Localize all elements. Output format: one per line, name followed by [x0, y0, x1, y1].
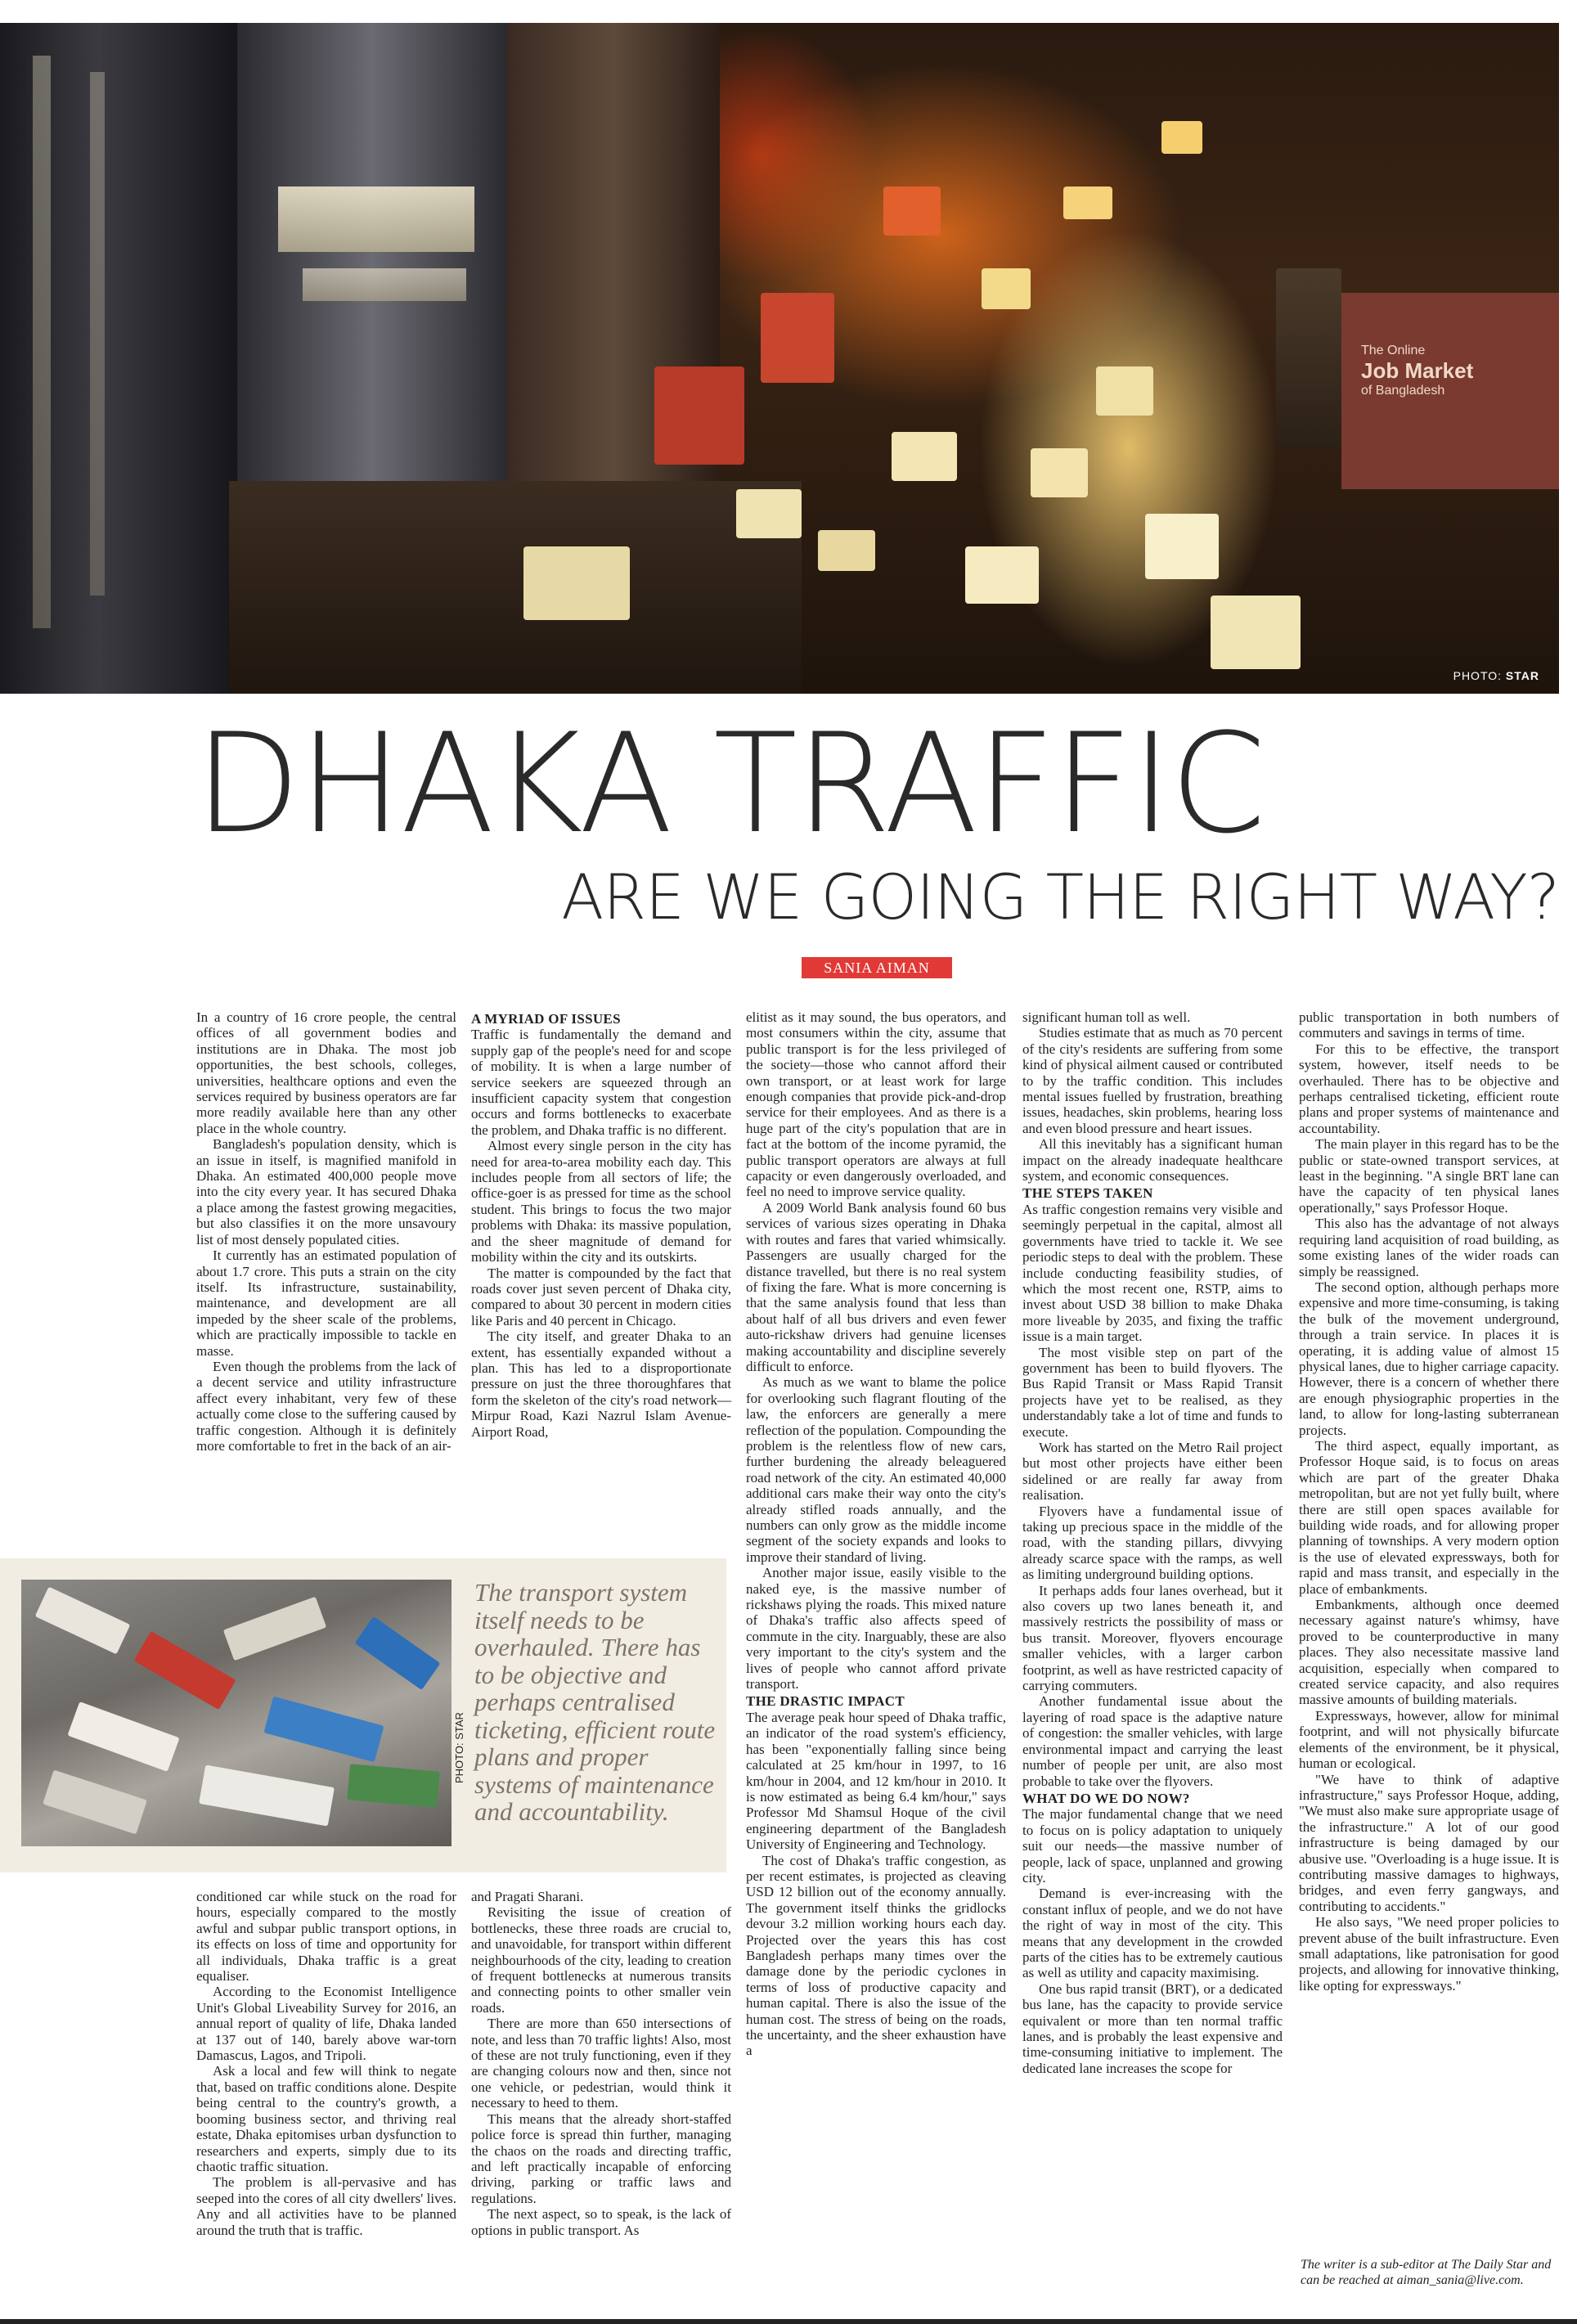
section-heading: A MYRIAD OF ISSUES [471, 1011, 621, 1027]
car [818, 530, 875, 571]
column-2-top [471, 1009, 731, 1440]
paragraph: conditioned car while stuck on the road for hours, especially compared to the mostly awful and subpar public transport options, in its effects on loss of time and opportunity for all individuals, Dhaka traffic is a great equaliser. [196, 1889, 456, 1985]
paragraph: Another fundamental issue about the layering of road space is the adaptive nature of congestion: the smaller vehicles, with large environmental impact and carrying the least number of people per unit, are also most probable to take over the flyovers. [1022, 1693, 1283, 1789]
paragraph: "We have to think of adaptive infrastructure," says Professor Hoque, adding, "We must also make sure appropriate usage of the infrastructure." A lot of our good infrastructure is being damaged by our abusive use. "Overloading is a huge issue. It is contributing massive damages to highways, bridges, and even ferry gangways, and contributing to accidents." [1299, 1771, 1559, 1914]
bus [35, 1587, 131, 1655]
paragraph: significant human toll as well. [1022, 1009, 1191, 1025]
billboard-line: Job Market [1361, 358, 1474, 383]
paragraph: Flyovers have a fundamental issue of taking up precious space in the middle of the road, with the standing pillars, divvying already scarce space with the ramps, as well as limiting underground building options. [1022, 1503, 1283, 1583]
building-light [90, 72, 105, 596]
section-heading: THE STEPS TAKEN [1022, 1185, 1153, 1202]
billboard-line: The Online [1361, 344, 1426, 357]
sidewalk [229, 481, 802, 694]
car [1145, 514, 1219, 579]
paragraph: Expressways, however, allow for minimal footprint, and will not physically bifurcate elements of the environment, be it physical, human or ecological. [1299, 1707, 1559, 1772]
column-5 [1299, 1009, 1559, 1994]
paragraph: The third aspect, equally important, as Professor Hoque said, is to focus on areas which are part of the greater Dhaka metropolitan, but are not yet fully built, where there are still open spaces available for building wide roads, and for allowing proper planning of townships. A very modern option is the use of elevated expressways, both for rapid and mass transit, and especially in the place of embankments. [1299, 1437, 1559, 1597]
paragraph: The main player in this regard has to be the public or state-owned transport services, at least in the beginning. "A single BRT lane can have the capacity of ten physical lanes operationally," says Professor Hoque. [1299, 1136, 1559, 1216]
photo-credit-prefix: PHOTO: [1453, 669, 1506, 682]
roadside [1276, 268, 1341, 448]
bottom-rule [0, 2319, 1577, 2324]
storefront-sign [303, 268, 466, 301]
paragraph: Studies estimate that as much as 70 percent of the city's residents are suffering from some kind of physical ailment caused or contributed to by the traffic condition. This includes mental issues fuelled by frustration, breathing issues, headaches, skin problems, hearing loss and even blood pressure and heart issues. [1022, 1025, 1283, 1136]
bus [761, 293, 834, 383]
storefront-sign [278, 187, 474, 252]
car [965, 546, 1039, 604]
paragraph: public transportation in both numbers of commuters and savings in terms of time. [1299, 1009, 1559, 1041]
paragraph: According to the Economist Intelligence Unit's Global Liveability Survey for 2016, an annual report of quality of life, Dhaka landed at 137 out of 140, barely above war-torn Damascus, Lagos, and Tripoli. [196, 1984, 456, 2064]
paragraph: The cost of Dhaka's traffic congestion, as per recent estimates, is projected as cleaving USD 12 billion out of the economy annually. The government itself thinks the gridlocks devour 3.2 million working hours each day. Projected over the years this has cost Bangladesh perhaps many times over the damage done by the periodic cyclones in terms of loss of productive capacity and human capital. There is also the issue of the human cost. The stress of being on the roads, the uncertainty, and the sheer exhaustion have a [746, 1852, 1006, 2059]
car [982, 268, 1031, 309]
column-4 [1022, 1009, 1283, 2076]
pull-quote: The transport system itself needs to be overhauled. There has to be objective and perhaps centralised ticketing, efficient route plans and proper systems of maintenance and accountability. [474, 1578, 716, 1826]
paragraph: Traffic is fundamentally the demand and supply gap of the people's need for and scope of mobility. It is when a large number of service seekers are squeezed through an insufficient capacity system that congestion occurs and forms bottlenecks to exacerbate the problem, and Dhaka traffic is no different. [471, 1027, 731, 1138]
writer-note: The writer is a sub-editor at The Daily Star and can be reached at aiman_sania@live.com. [1301, 2258, 1552, 2287]
paragraph: This means that the already short-staffed police force is spread thin further, managing the chaos on the roads and directing traffic, and left practically incapable of enforcing driving, parking or traffic laws and regulations. [471, 2110, 731, 2206]
paragraph: Ask a local and few will think to negate that, based on traffic conditions alone. Despite being central to the country's growth, a booming business sector, and thriving real estate, Dhaka epitomises urban dysfunction to researchers and experts, simply due to its chaotic traffic situation. [196, 2063, 456, 2174]
paragraph: It perhaps adds four lanes overhead, but it also covers up two lanes beneath it, and massively restricts the possibility of mass or bus transit. Moreover, flyovers encourage smaller vehicles, with a larger carbon footprint, as well as have restricted capacity of carrying commuters. [1022, 1582, 1283, 1694]
headline: DHAKA TRAFFIC [195, 703, 1265, 864]
paragraph: The major fundamental change that we need to focus on is policy adaptation to uniquely suit our needs—the massive number of people, lack of space, unplanned and growing city. [1022, 1806, 1283, 1886]
paragraph: The matter is compounded by the fact that roads cover just seven percent of Dhaka city, compared to about 30 percent in modern cities like Paris and 40 percent in Chicago. [471, 1265, 731, 1328]
bus [263, 1697, 384, 1763]
paragraph: Demand is ever-increasing with the constant influx of people, and we do not have the right of way in most of the city. This means that any development in the crowded parts of the cities has to be extremely cautious as well as utility and capacity maximising. [1022, 1886, 1283, 1981]
subhead: ARE WE GOING THE RIGHT WAY? [561, 861, 1559, 933]
paragraph: As much as we want to blame the police for overlooking such flagrant flouting of the law, the enforcers are generally a mere reflection of the population. Compounding the problem is the relentless flow of new cars, further burdening the already beleaguered road network of the city. An estimated 40,000 additional cars make their way onto the city's already stifled roads annually, and the numbers can only grow as the middle income segment of the society expands and looks to improve their standard of living. [746, 1374, 1006, 1565]
photo-credit [1453, 669, 1539, 682]
paragraph: It currently has an estimated population of about 1.7 crore. This puts a strain on the city itself. Its infrastructure, sustainability, maintenance, and development are all impeded by the sheer scale of the problems, which are practically impossible to tackle en masse. [196, 1247, 456, 1359]
bus [67, 1701, 179, 1772]
billboard-line: of Bangladesh [1361, 384, 1445, 398]
paragraph: Revisiting the issue of creation of bottlenecks, these three roads are crucial to, and unavoidable, for transport within different neighbourhoods of the city, leading to creation of frequent bottlenecks at numerous transits and connecting points to other smaller vein roads. [471, 1904, 731, 2016]
car [736, 489, 802, 538]
paragraph: Almost every single person in the city has need for area-to-area mobility each day. This includes people from all sectors of life; the office-goer is as pressed for time as the school student. This brings to focus the two major problems with Dhaka: its massive population, and the sheer magnitude of demand for mobility within the city and its outskirts. [471, 1138, 731, 1265]
car [1031, 448, 1088, 497]
bus [883, 187, 941, 236]
paragraph: In a country of 16 crore people, the central offices of all government bodies and institutions are in Dhaka. The most job opportunities, the best schools, colleges, universities, healthcare options and even the services required by business operators are far more readily available here than any other place in the whole country. [196, 1009, 456, 1136]
billboard-text [1361, 344, 1473, 398]
car [1096, 366, 1153, 416]
paragraph: and Pragati Sharani. [471, 1889, 584, 1904]
section-heading: WHAT DO WE DO NOW? [1022, 1790, 1190, 1806]
inset-photo-credit: PHOTO: STAR [453, 1712, 465, 1783]
column-3 [746, 1009, 1006, 2059]
paragraph: He also says, "We need proper policies to prevent abuse of the built infrastructure. Even small adaptations, like patronisation for good projects, and allowing for innovative thinking, like opting for expressways." [1299, 1914, 1559, 1994]
paragraph: The city itself, and greater Dhaka to an extent, has essentially expanded without a plan. This has led to a disproportionate pressure on just the three thoroughfares that form the skeleton of the city's road network—Mirpur Road, Kazi Nazrul Islam Avenue-Airport Road, [471, 1328, 731, 1440]
billboard [1341, 293, 1559, 489]
paragraph: Another major issue, easily visible to the naked eye, is the massive number of rickshaws plying the roads. This mixed nature of Dhaka's traffic also affects speed of commute in the city. Inarguably, these are also very important to the city's system and the lives of people who cannot afford private transport. [746, 1565, 1006, 1692]
paragraph: The second option, although perhaps more expensive and more time-consuming, is taking the bulk of the movement underground, through a train service. In places it is operating, it is adding value of almost 15 physical lanes, due to higher carriage capacity. However, there is a concern of whether there are enough physiographic properties in the land, to allow for long-lasting subterranean projects. [1299, 1279, 1559, 1438]
column-2-bottom [471, 1889, 731, 2238]
hero-photo [0, 23, 1559, 694]
bus [654, 366, 744, 465]
photo-credit-source: STAR [1505, 669, 1539, 682]
bus [223, 1597, 326, 1661]
section-heading: THE DRASTIC IMPACT [746, 1693, 905, 1710]
paragraph: Bangladesh's population density, which is an issue in itself, is magnified manifold in Dhaka. An estimated 400,000 people move into the city every year. It has secured Dhaka a place among the fastest growing megacities, but also classifies it on the more unsavoury list of most densely populated cities. [196, 1136, 456, 1247]
car [892, 432, 957, 481]
paragraph: All this inevitably has a significant human impact on the already inadequate healthcare system, and economic consequences. [1022, 1136, 1283, 1184]
paragraph: Embankments, although once deemed necessary against nature's whimsy, have proved to be counterproductive in many places. They also necessitate massive land acquisition, especially when compared to created service capacity, and also requires massive amounts of building materials. [1299, 1597, 1559, 1708]
paragraph: As traffic congestion remains very visible and seemingly perpetual in the capital, almost all governments have tried to tackle it. We see periodic steps to deal with the problem. These include conducting feasibility studies, of which the most recent one, RSTP, aims to invest about USD 38 billion to make Dhaka more liveable by 2035, and fixing the traffic issue is a main target. [1022, 1201, 1283, 1345]
paragraph: The most visible step on part of the government has been to build flyovers. The Bus Rapid Transit or Mass Rapid Transit projects have yet to be realised, as they understandably take a lot of time and funds to execute. [1022, 1344, 1283, 1440]
paragraph: The problem is all-pervasive and has seeped into the cores of all city dwellers' lives. Any and all activities have to be planned around the truth that is traffic. [196, 2174, 456, 2238]
paragraph: The average peak hour speed of Dhaka traffic, an indicator of the road system's efficiency, has been "exponentially falling since being calculated at 25 km/hour in 1997, to 16 km/hour in 2004, and 12 km/hour in 2010. It is now estimated as being 6.4 km/hour," says Professor Md Shamsul Hoque of the civil engineering department of the Bangladesh University of Engineering and Technology. [746, 1709, 1006, 1853]
paragraph: Even though the problems from the lack of a decent service and utility infrastructure affect every inhabitant, very few of these actually come close to the suffering caused by traffic congestion. Although it is definitely more comfortable to fret in the back of an air- [196, 1358, 456, 1454]
bus [199, 1764, 335, 1826]
inset-photo [21, 1580, 452, 1846]
paragraph: Work has started on the Metro Rail project but most other projects have either been sidelined or are really far away from realisation. [1022, 1439, 1283, 1504]
column-1-top [196, 1009, 456, 1454]
car [1161, 121, 1202, 154]
bus [43, 1770, 147, 1835]
car [1211, 596, 1301, 669]
paragraph: For this to be effective, the transport system, however, itself needs to be overhauled. There has to be objective and perhaps centralised ticketing, efficient route plans and proper systems of maintenance and accountability. [1299, 1041, 1559, 1136]
paragraph: elitist as it may sound, the bus operators, and most consumers within the city, assume that public transport is for the less privileged of the society—those who cannot afford their own transport, or at least work for large enough companies that provide pick-and-drop service for their employees. And as there is a huge part of the city's population that are in fact at the bottom of the income pyramid, the public transport operators are always at full capacity or even dangerously overloaded, and feel no need to improve service quality. [746, 1009, 1006, 1200]
car [1063, 187, 1112, 219]
paragraph: There are more than 650 intersections of note, and less than 70 traffic lights! Also, most of these are not truly functioning, even if they are changing colours now and then, since not one vehicle, or pedestrian, would think it necessary to heed to them. [471, 2016, 731, 2111]
byline: SANIA AIMAN [802, 957, 952, 978]
column-1-bottom [196, 1889, 456, 2238]
bus [134, 1631, 236, 1710]
paragraph: The next aspect, so to speak, is the lack of options in public transport. As [471, 2206, 731, 2238]
bus [523, 546, 630, 620]
paragraph: A 2009 World Bank analysis found 60 bus services of various sizes operating in Dhaka with routes and fares that varied whimsically. Passengers are usually charged for the distance travelled, but there is no real system of fixing the fare. What is more concerning is that the same analysis found that less than about half of all bus drivers and even fewer auto-rickshaw drivers had genuine licenses making accountability and discipline severely difficult to enforce. [746, 1199, 1006, 1374]
bus [355, 1616, 441, 1690]
paragraph: This also has the advantage of not always requiring land acquisition of road building, as some existing lanes of the wider roads can simply be reassigned. [1299, 1216, 1559, 1279]
building-light [33, 56, 51, 628]
bus [347, 1764, 439, 1807]
paragraph: One bus rapid transit (BRT), or a dedicated bus lane, has the capacity to provide service equivalent or more than ten normal traffic lanes, and is probably the least expensive and time-consuming initiative to implement. The dedicated lane increases the scope for [1022, 1980, 1283, 2076]
